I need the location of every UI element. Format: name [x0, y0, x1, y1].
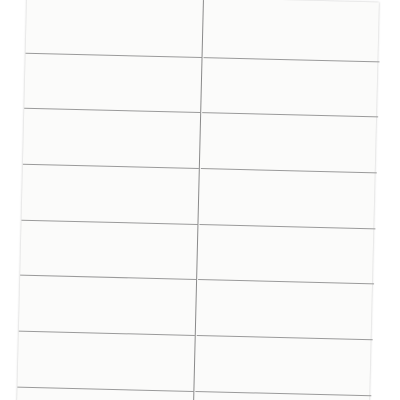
part-price — [158, 354, 192, 355]
part-price — [161, 249, 195, 250]
part-price — [164, 100, 198, 101]
part-number — [198, 305, 232, 306]
part-price — [338, 284, 372, 285]
part-price — [165, 88, 199, 89]
part-number — [25, 115, 59, 116]
part-number — [20, 319, 54, 320]
part-price — [344, 49, 378, 50]
part-price — [164, 125, 198, 126]
parts-list-sheet — [17, 0, 379, 400]
part-number — [22, 245, 56, 246]
part-number — [204, 89, 238, 90]
part-price — [337, 346, 371, 347]
part-price — [162, 199, 196, 200]
part-price — [342, 117, 376, 118]
part-price — [158, 348, 192, 349]
part-price — [167, 14, 201, 15]
part-price — [161, 224, 195, 225]
part-price — [341, 173, 375, 174]
part-number — [22, 220, 56, 221]
part-number — [203, 126, 237, 127]
part-price — [342, 129, 376, 130]
part-price — [338, 278, 372, 279]
part-price — [164, 131, 198, 132]
part-price — [339, 259, 373, 260]
part-number — [196, 392, 230, 393]
part-price — [161, 230, 195, 231]
part-price — [336, 358, 370, 359]
part-number — [24, 171, 58, 172]
part-number — [205, 39, 239, 40]
part-price — [340, 203, 374, 204]
part-number — [24, 159, 58, 160]
part-price — [163, 181, 197, 182]
part-price — [165, 94, 199, 95]
part-number — [200, 225, 234, 226]
part-number — [25, 121, 59, 122]
part-price — [343, 98, 377, 99]
part-price — [344, 24, 378, 25]
part-number — [24, 146, 58, 147]
part-number — [204, 64, 238, 65]
part-number — [200, 262, 234, 263]
part-number — [205, 58, 239, 59]
part-number — [197, 367, 231, 368]
part-number — [21, 276, 55, 277]
part-price — [161, 255, 195, 256]
part-price — [345, 12, 379, 13]
part-price — [165, 75, 199, 76]
part-price — [337, 321, 371, 322]
part-number — [202, 169, 236, 170]
part-price — [339, 234, 373, 235]
part-number — [20, 307, 54, 308]
part-number — [205, 45, 239, 46]
part-number — [197, 355, 231, 356]
part-number — [26, 84, 60, 85]
part-number — [203, 107, 237, 108]
part-price — [341, 160, 375, 161]
part-number — [202, 151, 236, 152]
part-number — [26, 97, 60, 98]
part-number — [201, 206, 235, 207]
part-number — [27, 29, 61, 30]
part-number — [22, 258, 56, 259]
parts-column-right — [195, 2, 381, 400]
part-price — [160, 273, 194, 274]
part-number — [24, 152, 58, 153]
part-price — [337, 340, 371, 341]
part-number — [200, 256, 234, 257]
part-number — [198, 342, 232, 343]
part-number — [26, 60, 60, 61]
part-price — [339, 241, 373, 242]
part-price — [166, 20, 200, 21]
parts-column-left — [17, 0, 203, 400]
part-price — [340, 216, 374, 217]
part-price — [343, 67, 377, 68]
part-price — [160, 292, 194, 293]
part-number — [202, 163, 236, 164]
part-price — [341, 148, 375, 149]
part-number — [203, 113, 237, 114]
part-price — [340, 210, 374, 211]
part-price — [158, 379, 192, 380]
part-price — [343, 80, 377, 81]
part-price — [340, 197, 374, 198]
part-price — [344, 36, 378, 37]
part-number — [27, 53, 61, 54]
part-price — [340, 185, 374, 186]
part-number — [28, 10, 62, 11]
part-number — [200, 243, 234, 244]
part-price — [343, 74, 377, 75]
part-price — [337, 309, 371, 310]
part-number — [201, 194, 235, 195]
part-price — [343, 86, 377, 87]
part-price — [336, 370, 370, 371]
part-number — [20, 313, 54, 314]
part-price — [163, 156, 197, 157]
part-number — [24, 177, 58, 178]
part-number — [200, 250, 234, 251]
part-number — [19, 381, 53, 382]
part-price — [338, 302, 372, 303]
part-number — [27, 16, 61, 17]
part-price — [335, 389, 369, 390]
part-number — [22, 233, 56, 234]
part-price — [343, 92, 377, 93]
part-number — [197, 349, 231, 350]
part-price — [166, 44, 200, 45]
part-price — [341, 179, 375, 180]
part-price — [160, 298, 194, 299]
part-number — [202, 157, 236, 158]
part-number — [20, 332, 54, 333]
part-number — [201, 188, 235, 189]
part-price — [163, 162, 197, 163]
part-number — [205, 33, 239, 34]
part-price — [337, 327, 371, 328]
part-price — [341, 166, 375, 167]
part-price — [158, 360, 192, 361]
part-price — [164, 113, 198, 114]
part-number — [28, 4, 62, 5]
part-price — [338, 265, 372, 266]
part-price — [159, 317, 193, 318]
part-number — [26, 91, 60, 92]
part-number — [26, 72, 60, 73]
part-number — [23, 202, 57, 203]
part-number — [198, 324, 232, 325]
part-price — [162, 218, 196, 219]
part-price — [337, 333, 371, 334]
part-price — [165, 69, 199, 70]
part-number — [204, 70, 238, 71]
part-number — [197, 379, 231, 380]
part-price — [339, 253, 373, 254]
part-price — [163, 168, 197, 169]
part-number — [22, 239, 56, 240]
part-price — [162, 211, 196, 212]
part-number — [21, 264, 55, 265]
part-price — [338, 290, 372, 291]
part-price — [341, 154, 375, 155]
part-number — [199, 299, 233, 300]
part-number — [21, 282, 55, 283]
part-number — [23, 196, 57, 197]
part-number — [21, 295, 55, 296]
part-price — [160, 286, 194, 287]
part-number — [203, 101, 237, 102]
part-price — [339, 228, 373, 229]
part-price — [158, 385, 192, 386]
part-description — [63, 0, 155, 1]
part-price — [335, 395, 369, 396]
part-price — [167, 1, 201, 2]
part-number — [19, 344, 53, 345]
part-number — [206, 8, 240, 9]
part-number — [203, 138, 237, 139]
part-price — [344, 55, 378, 56]
part-number — [18, 387, 52, 388]
part-price — [161, 242, 195, 243]
part-price — [159, 323, 193, 324]
part-number — [25, 134, 59, 135]
part-number — [197, 361, 231, 362]
part-price — [342, 111, 376, 112]
part-number — [198, 318, 232, 319]
part-price — [342, 104, 376, 105]
part-price — [163, 174, 197, 175]
part-price — [164, 137, 198, 138]
part-price — [159, 329, 193, 330]
part-price — [166, 51, 200, 52]
part-price — [160, 280, 194, 281]
part-number — [25, 128, 59, 129]
part-number — [24, 165, 58, 166]
part-number — [200, 231, 234, 232]
part-number — [20, 338, 54, 339]
part-number — [205, 52, 239, 53]
part-price — [339, 247, 373, 248]
part-number — [27, 41, 61, 42]
part-number — [23, 208, 57, 209]
part-number — [22, 227, 56, 228]
part-number — [27, 35, 61, 36]
part-number — [197, 386, 231, 387]
part-price — [160, 267, 194, 268]
part-number — [204, 95, 238, 96]
part-price — [342, 135, 376, 136]
part-price — [336, 383, 370, 384]
part-number — [21, 289, 55, 290]
part-number — [23, 190, 57, 191]
part-price — [338, 272, 372, 273]
part-price — [166, 38, 200, 39]
part-number — [199, 280, 233, 281]
part-number — [25, 103, 59, 104]
part-number — [198, 311, 232, 312]
part-number — [199, 287, 233, 288]
part-price — [163, 150, 197, 151]
part-price — [166, 32, 200, 33]
part-number — [202, 182, 236, 183]
part-price — [340, 222, 374, 223]
part-number — [202, 144, 236, 145]
part-price — [162, 205, 196, 206]
part-number — [19, 363, 53, 364]
part-number — [19, 357, 53, 358]
part-price — [164, 106, 198, 107]
part-price — [345, 18, 379, 19]
part-price — [342, 142, 376, 143]
part-price — [161, 236, 195, 237]
part-price — [336, 352, 370, 353]
part-description — [241, 3, 333, 5]
part-price — [336, 377, 370, 378]
part-price — [340, 191, 374, 192]
part-number — [201, 212, 235, 213]
part-number — [199, 274, 233, 275]
part-number — [202, 175, 236, 176]
part-number — [23, 183, 57, 184]
part-price — [157, 391, 191, 392]
part-price — [342, 123, 376, 124]
part-number — [203, 132, 237, 133]
part-price — [159, 304, 193, 305]
part-number — [24, 140, 58, 141]
part-number — [199, 268, 233, 269]
part-number — [206, 2, 240, 3]
part-number — [204, 76, 238, 77]
part-price — [163, 143, 197, 144]
part-price — [337, 315, 371, 316]
part-price — [164, 119, 198, 120]
part-number — [199, 293, 233, 294]
part-price — [343, 61, 377, 62]
part-number — [27, 23, 61, 24]
part-number — [206, 15, 240, 16]
part-number — [205, 27, 239, 28]
part-number — [201, 200, 235, 201]
part-number — [204, 83, 238, 84]
part-price — [158, 366, 192, 367]
part-number — [205, 21, 239, 22]
part-price — [162, 193, 196, 194]
part-number — [23, 214, 57, 215]
part-number — [19, 369, 53, 370]
part-number — [27, 47, 61, 48]
part-price — [166, 57, 200, 58]
part-number — [21, 270, 55, 271]
part-number — [19, 375, 53, 376]
part-number — [25, 109, 59, 110]
part-price — [166, 26, 200, 27]
part-number — [20, 326, 54, 327]
part-number — [203, 120, 237, 121]
part-price — [159, 341, 193, 342]
part-price — [159, 335, 193, 336]
part-number — [200, 237, 234, 238]
part-number — [197, 373, 231, 374]
part-price — [338, 296, 372, 297]
part-number — [198, 330, 232, 331]
part-number — [26, 78, 60, 79]
part-number — [19, 350, 53, 351]
part-number — [21, 301, 55, 302]
part-price — [161, 261, 195, 262]
part-number — [201, 219, 235, 220]
part-price — [167, 7, 201, 8]
part-price — [159, 310, 193, 311]
part-price — [165, 63, 199, 64]
part-price — [165, 82, 199, 83]
part-price — [336, 364, 370, 365]
part-number — [22, 251, 56, 252]
part-number — [198, 336, 232, 337]
part-price — [158, 372, 192, 373]
part-price — [344, 30, 378, 31]
part-price — [345, 6, 379, 7]
part-number — [26, 66, 60, 67]
part-price — [162, 187, 196, 188]
part-price — [344, 43, 378, 44]
